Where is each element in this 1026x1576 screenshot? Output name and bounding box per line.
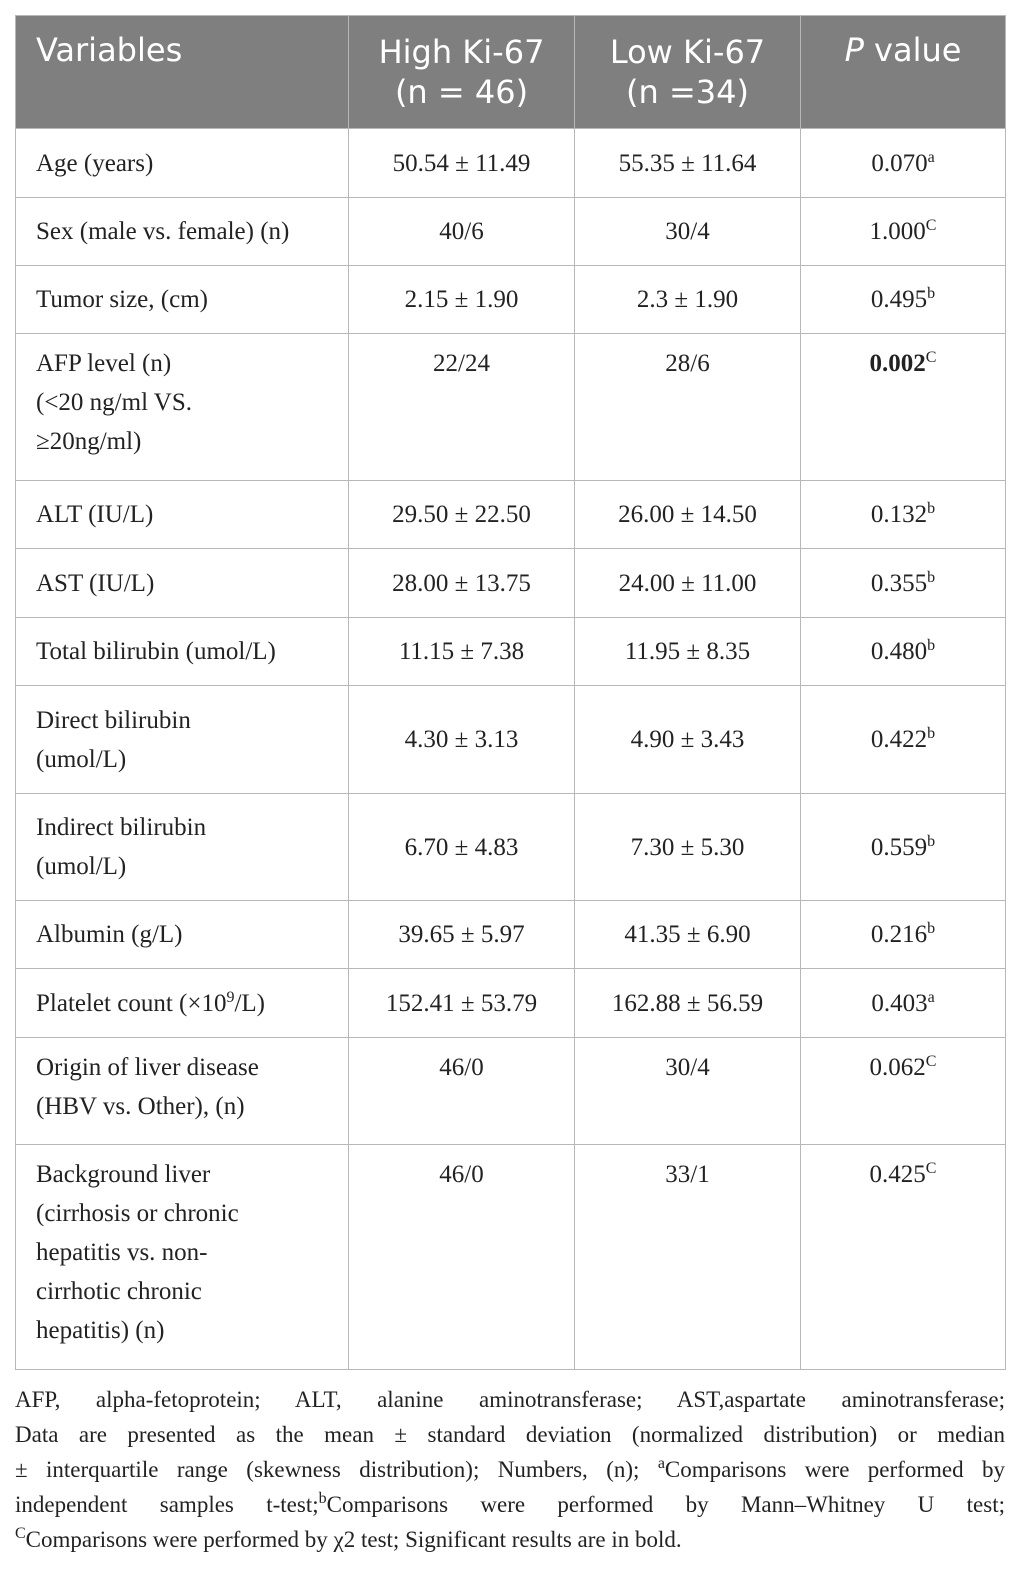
cell-low: 28/6 [575,334,801,481]
table-row [16,481,1006,549]
cell-variable: ALT (IU/L) [16,481,349,549]
table-row [16,549,1006,618]
header-low-line1: Low Ki-67 [609,33,766,71]
cell-variable: AFP level (n) (<20 ng/ml VS. ≥20ng/ml) [16,334,349,481]
cell-p-value: $0.425^C$ [801,1145,1006,1370]
cell-p-value: 0.480$^b$ [801,618,1006,686]
cell-high: 29.50 ± 22.50 [349,481,575,549]
table-row [16,334,1006,481]
cell-high: 6.70 ± 4.83 [349,794,575,901]
cell-high: 2.15 ± 1.90 [349,266,575,334]
footnote-line: independent samples t-test;$^b$Comparisons were performed by Mann–Whitney U test; [15,1490,1005,1517]
table-row [16,266,1006,334]
cell-variable: Origin of liver disease (HBV vs. Other), (n) [16,1038,349,1145]
cell-low: 24.00 ± 11.00 [575,549,801,618]
cell-low: 162.88 ± 56.59 [575,969,801,1038]
cell-high: 39.65 ± 5.97 [349,901,575,969]
cell-p-value: 0.216$^b$ [801,901,1006,969]
cell-high: 28.00 ± 13.75 [349,549,575,618]
cell-variable: Albumin (g/L) [16,901,349,969]
cell-low: 30/4 [575,198,801,266]
table-row [16,794,1006,901]
cell-low: 55.35 ± 11.64 [575,129,801,198]
header-low-line2: (n =34) [626,73,749,111]
cell-low: 33/1 [575,1145,801,1370]
footnote-line: Data are presented as the mean ± standard deviation (normalized distribution) or median [15,1422,1005,1447]
table-row [16,686,1006,794]
table-row [16,1145,1006,1370]
footnote-line: AFP, alpha-fetoprotein; ALT, alanine aminotransferase; AST,aspartate aminotransferase; [15,1387,1005,1412]
cell-variable: Sex (male vs. female) (n) [16,198,349,266]
header-high-ki67 [349,16,575,129]
header-p-value: P value [801,16,1006,129]
cell-variable: Background liver (cirrhosis or chronic hepatitis vs. non- cirrhotic chronic hepatitis) (n) [16,1145,349,1370]
cell-p-value: $0.002^C$ [801,334,1006,481]
table-row [16,901,1006,969]
cell-high: 4.30 ± 3.13 [349,686,575,794]
cell-variable: Direct bilirubin (umol/L) [16,686,349,794]
header-high-line1: High Ki-67 [378,33,545,71]
cell-p-value: 0.132$^b$ [801,481,1006,549]
footnote-line: $^C$Comparisons were performed by χ2 test; Significant results are in bold. [15,1525,682,1552]
cell-p-value: 0.495$^b$ [801,266,1006,334]
header-low-ki67 [575,16,801,129]
cell-low: 26.00 ± 14.50 [575,481,801,549]
cell-low: 30/4 [575,1038,801,1145]
cell-variable: Platelet count $(\times 10^9/L)$ [16,969,349,1038]
cell-variable: AST (IU/L) [16,549,349,618]
cell-low: 41.35 ± 6.90 [575,901,801,969]
cell-variable: Age (years) [16,129,349,198]
table-row [16,618,1006,686]
footnote-line: ± interquartile range (skewness distribution); Numbers, (n); $^a$Comparisons were performed by [15,1455,1005,1482]
cell-low: 11.95 ± 8.35 [575,618,801,686]
table-row [16,1038,1006,1145]
cell-high: 40/6 [349,198,575,266]
cell-high: 46/0 [349,1145,575,1370]
table-row [16,198,1006,266]
cell-p-value: $1.000^C$ [801,198,1006,266]
header-variables: Variables [16,16,349,129]
header-high-line2: (n = 46) [394,73,529,111]
cell-p-value: 0.422$^b$ [801,686,1006,794]
cell-p-value: 0.070$^a$ [801,129,1006,198]
cell-high: 11.15 ± 7.38 [349,618,575,686]
cell-high: 152.41 ± 53.79 [349,969,575,1038]
cell-high: 22/24 [349,334,575,481]
cell-low: 4.90 ± 3.43 [575,686,801,794]
cell-p-value: 0.355$^b$ [801,549,1006,618]
table-row [16,129,1006,198]
cell-variable: Total bilirubin (umol/L) [16,618,349,686]
cell-variable: Indirect bilirubin (umol/L) [16,794,349,901]
cell-low: 7.30 ± 5.30 [575,794,801,901]
table-footnote [15,1382,1005,1557]
cell-p-value: $0.062^C$ [801,1038,1006,1145]
data-table [15,15,1006,1370]
cell-p-value: 0.403$^a$ [801,969,1006,1038]
table-row [16,969,1006,1038]
cell-low: 2.3 ± 1.90 [575,266,801,334]
cell-high: 50.54 ± 11.49 [349,129,575,198]
cell-variable: Tumor size, (cm) [16,266,349,334]
cell-high: 46/0 [349,1038,575,1145]
header-row [16,16,1006,129]
cell-p-value: 0.559$^b$ [801,794,1006,901]
